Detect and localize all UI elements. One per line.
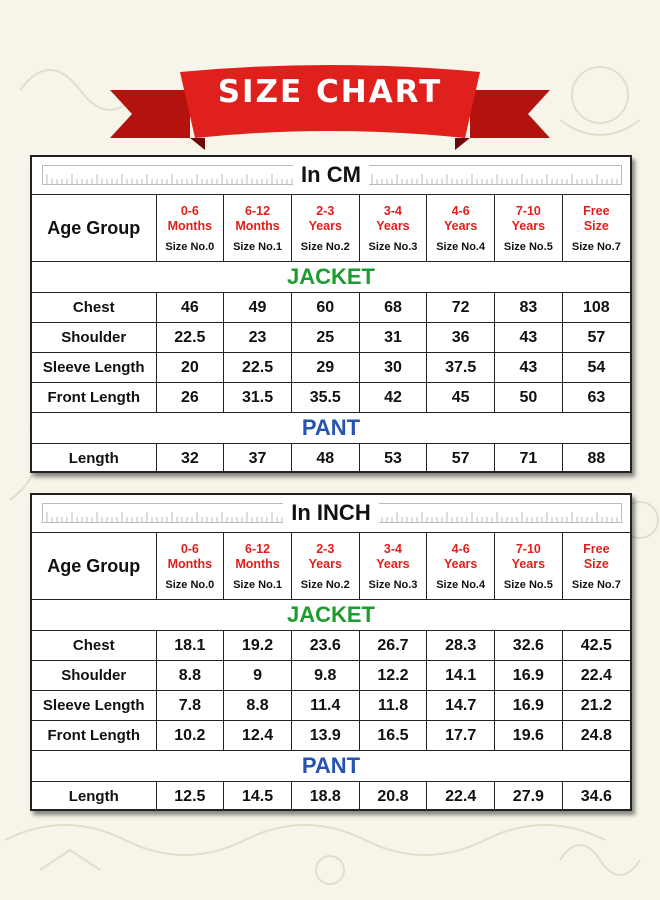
table-cell: 25 xyxy=(291,323,359,353)
inch-unit-title: In INCH xyxy=(283,500,378,525)
inch-table xyxy=(32,533,630,811)
table-cell: 18.1 xyxy=(156,631,224,661)
table-cell: 48 xyxy=(291,444,359,474)
table-cell: 72 xyxy=(427,293,495,323)
table-row xyxy=(32,721,630,751)
table-row xyxy=(32,631,630,661)
table-cell: 42.5 xyxy=(562,631,630,661)
page-title: SIZE CHART xyxy=(217,74,443,110)
table-cell: 20.8 xyxy=(359,782,427,812)
table-row xyxy=(32,782,630,812)
table-cell: 43 xyxy=(495,353,563,383)
table-row xyxy=(32,383,630,413)
age-column: 0-6 Months Size No.0 xyxy=(156,533,224,600)
age-group-label: Age Group xyxy=(32,533,156,600)
table-cell: 14.1 xyxy=(427,661,495,691)
table-cell: 36 xyxy=(427,323,495,353)
age-column: 3-4 Years Size No.3 xyxy=(359,533,427,600)
row-label: Front Length xyxy=(32,383,156,413)
table-cell: 23 xyxy=(224,323,292,353)
table-cell: 34.6 xyxy=(562,782,630,812)
table-cell: 60 xyxy=(291,293,359,323)
age-column: 4-6 Years Size No.4 xyxy=(427,533,495,600)
table-cell: 26.7 xyxy=(359,631,427,661)
cm-unit-title: In CM xyxy=(293,162,369,187)
table-cell: 22.4 xyxy=(562,661,630,691)
table-cell: 11.8 xyxy=(359,691,427,721)
age-column: 2-3 Years Size No.2 xyxy=(291,533,359,600)
row-label: Length xyxy=(32,444,156,474)
table-cell: 27.9 xyxy=(495,782,563,812)
table-row xyxy=(32,353,630,383)
age-column: 6-12 Months Size No.1 xyxy=(224,533,292,600)
table-cell: 54 xyxy=(562,353,630,383)
table-cell: 31.5 xyxy=(224,383,292,413)
table-cell: 35.5 xyxy=(291,383,359,413)
table-cell: 12.2 xyxy=(359,661,427,691)
table-cell: 14.7 xyxy=(427,691,495,721)
table-cell: 83 xyxy=(495,293,563,323)
table-cell: 30 xyxy=(359,353,427,383)
row-label: Front Length xyxy=(32,721,156,751)
age-column: 3-4 Years Size No.3 xyxy=(359,195,427,262)
table-cell: 16.9 xyxy=(495,691,563,721)
age-column: Free Size Size No.7 xyxy=(562,195,630,262)
table-cell: 23.6 xyxy=(291,631,359,661)
cm-size-table xyxy=(30,155,632,473)
cm-unit-header xyxy=(32,157,630,195)
row-label: Shoulder xyxy=(32,661,156,691)
table-cell: 22.4 xyxy=(427,782,495,812)
table-cell: 10.2 xyxy=(156,721,224,751)
pant-section-label: PANT xyxy=(32,413,630,444)
age-column: 6-12 Months Size No.1 xyxy=(224,195,292,262)
table-cell: 31 xyxy=(359,323,427,353)
row-label: Shoulder xyxy=(32,323,156,353)
row-label: Chest xyxy=(32,631,156,661)
table-cell: 37.5 xyxy=(427,353,495,383)
table-cell: 42 xyxy=(359,383,427,413)
table-cell: 108 xyxy=(562,293,630,323)
table-row xyxy=(32,691,630,721)
table-row xyxy=(32,444,630,474)
age-column: 0-6 Months Size No.0 xyxy=(156,195,224,262)
table-cell: 88 xyxy=(562,444,630,474)
table-cell: 57 xyxy=(427,444,495,474)
table-cell: 37 xyxy=(224,444,292,474)
jacket-section-label: JACKET xyxy=(32,262,630,293)
table-cell: 45 xyxy=(427,383,495,413)
table-cell: 32 xyxy=(156,444,224,474)
inch-size-table xyxy=(30,493,632,811)
cm-table xyxy=(32,195,630,473)
row-label: Sleeve Length xyxy=(32,353,156,383)
table-cell: 20 xyxy=(156,353,224,383)
jacket-section-label: JACKET xyxy=(32,600,630,631)
pant-section-label: PANT xyxy=(32,751,630,782)
table-cell: 24.8 xyxy=(562,721,630,751)
age-column: 7-10 Years Size No.5 xyxy=(495,533,563,600)
table-cell: 12.5 xyxy=(156,782,224,812)
table-cell: 63 xyxy=(562,383,630,413)
age-column: 2-3 Years Size No.2 xyxy=(291,195,359,262)
table-cell: 57 xyxy=(562,323,630,353)
table-cell: 50 xyxy=(495,383,563,413)
table-cell: 9 xyxy=(224,661,292,691)
table-cell: 7.8 xyxy=(156,691,224,721)
table-cell: 22.5 xyxy=(224,353,292,383)
table-row xyxy=(32,661,630,691)
table-cell: 16.5 xyxy=(359,721,427,751)
table-cell: 26 xyxy=(156,383,224,413)
age-column: 7-10 Years Size No.5 xyxy=(495,195,563,262)
table-cell: 17.7 xyxy=(427,721,495,751)
table-cell: 16.9 xyxy=(495,661,563,691)
row-label: Sleeve Length xyxy=(32,691,156,721)
table-cell: 9.8 xyxy=(291,661,359,691)
table-cell: 43 xyxy=(495,323,563,353)
table-cell: 8.8 xyxy=(224,691,292,721)
table-cell: 8.8 xyxy=(156,661,224,691)
table-cell: 71 xyxy=(495,444,563,474)
row-label: Length xyxy=(32,782,156,812)
age-column: 4-6 Years Size No.4 xyxy=(427,195,495,262)
row-label: Chest xyxy=(32,293,156,323)
table-cell: 19.2 xyxy=(224,631,292,661)
table-cell: 11.4 xyxy=(291,691,359,721)
table-cell: 18.8 xyxy=(291,782,359,812)
table-cell: 29 xyxy=(291,353,359,383)
age-group-label: Age Group xyxy=(32,195,156,262)
table-cell: 28.3 xyxy=(427,631,495,661)
table-cell: 49 xyxy=(224,293,292,323)
table-cell: 68 xyxy=(359,293,427,323)
table-row xyxy=(32,323,630,353)
table-cell: 46 xyxy=(156,293,224,323)
inch-unit-header xyxy=(32,495,630,533)
table-row xyxy=(32,293,630,323)
table-cell: 53 xyxy=(359,444,427,474)
table-cell: 12.4 xyxy=(224,721,292,751)
age-column: Free Size Size No.7 xyxy=(562,533,630,600)
table-cell: 22.5 xyxy=(156,323,224,353)
table-cell: 32.6 xyxy=(495,631,563,661)
table-cell: 19.6 xyxy=(495,721,563,751)
table-cell: 21.2 xyxy=(562,691,630,721)
table-cell: 13.9 xyxy=(291,721,359,751)
table-cell: 14.5 xyxy=(224,782,292,812)
